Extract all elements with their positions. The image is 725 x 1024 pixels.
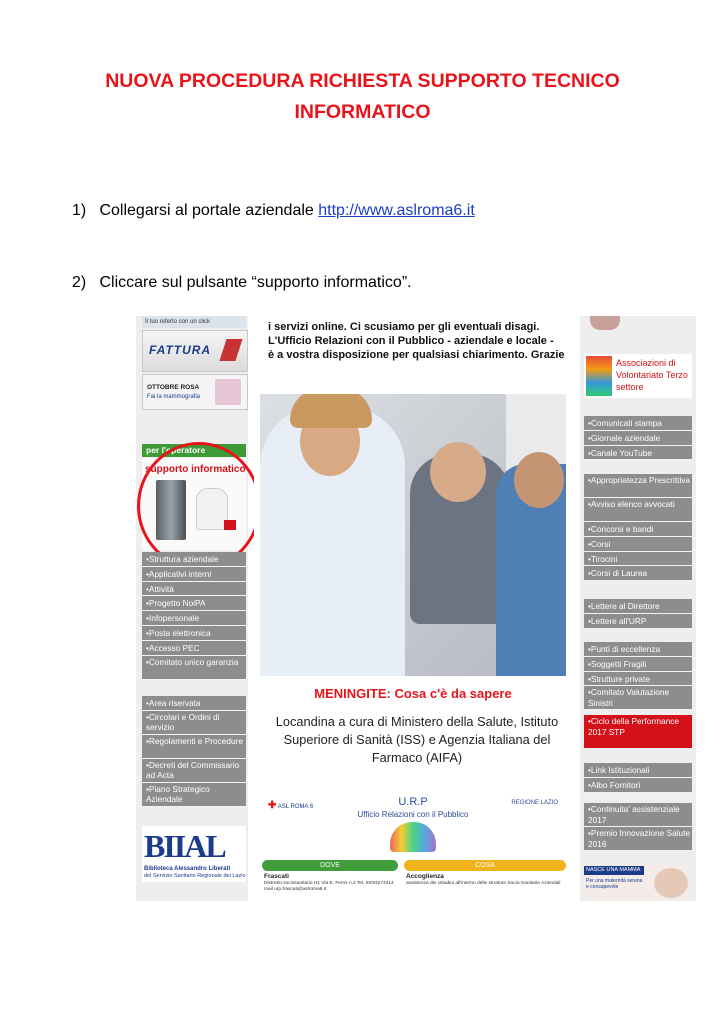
menu-item-decreti[interactable]: • Decreti del Commissario ad Acta [142,759,246,783]
dove-tab[interactable]: DOVE [262,860,398,871]
menu-item-albo-fornitori[interactable]: • Albo Fornitori [584,778,692,793]
menu-item-lettere-urp[interactable]: • Lettere all'URP [584,614,692,629]
asl-logo: ✚ ASL ROMA 6 [268,800,314,811]
fattura-logo: FATTURA [149,343,212,357]
locandina-text: Locandina a cura di Ministero della Salute, Istituto Superiore di Sanità (ISS) e Agenzia Italiana del Farmaco (AIFA) [275,714,559,765]
notice-line-2: L'Ufficio Relazioni con il Pubblico - aziendale e locale - [268,335,554,347]
vaccination-photo[interactable] [260,394,566,676]
ottobre-subtitle: Fai la mammografia [147,394,201,400]
menu-item-premio[interactable]: • Premio Innovazione Salute 2016 [584,827,692,851]
menu-item-concorsi[interactable]: • Concorsi e bandi [584,522,692,537]
menu-item-struttura[interactable]: • Struttura aziendale [142,552,246,567]
menu-item-corsi-laurea[interactable]: • Corsi di Laurea [584,566,692,581]
menu-item-posta[interactable]: • Posta elettronica [142,626,246,641]
step-2-text: Cliccare sul pulsante “supporto informatico”. [99,274,412,291]
mother-photo-icon [654,868,688,898]
right-menu-d [584,642,692,710]
menu-item-youtube[interactable]: • Canale YouTube [584,446,692,461]
photo-nurse [260,406,405,676]
right-menu-red [584,715,692,749]
accoglienza-title: Accoglienza [406,873,444,880]
title-line-1: NUOVA PROCEDURA RICHIESTA SUPPORTO TECNICO [105,70,620,92]
highlight-circle [137,442,261,570]
ribbon-icon [215,379,241,405]
menu-item-fragili[interactable]: • Soggetti Fragili [584,657,692,672]
step-1-number: 1) [72,202,87,219]
menu-item-infopersonale[interactable]: • Infopersonale [142,611,246,626]
bilal-banner[interactable] [142,826,246,882]
menu-item-attivita[interactable]: • Attività [142,582,246,597]
meningite-link[interactable]: MENINGITE: Cosa c'è da sapere [314,686,512,701]
menu-item-corsi[interactable]: • Corsi [584,537,692,552]
menu-item-lettere-direttore[interactable]: • Lettere al Direttore [584,599,692,614]
step-2-number: 2) [72,274,87,291]
asl-cross-icon: ✚ [268,800,277,811]
menu-item-strutture-private[interactable]: • Strutture private [584,672,692,687]
bilal-logo: BIIAL [144,828,225,864]
menu-item-link-istituzionali[interactable]: • Link Istituzionali [584,763,692,778]
step-2 [72,274,412,292]
supporto-label: supporto informatico [145,464,246,475]
right-menu-c [584,599,692,629]
menu-item-comitato-sinistri[interactable]: • Comitato Valutazione Sinistri [584,686,692,710]
accoglienza-text: assistenza dei cittadini all'interno delle strutture Socio-Sanitarie Aziendali [406,881,561,886]
left-menu-1 [142,552,246,680]
frascati-address: Distretto sociosanitario H1 Via E. Fermi n.2 Tel. 06/93274314 mail urp.frascati@aslroma6.it [264,881,394,892]
menu-item-tirocini[interactable]: • Tirocini [584,552,692,567]
portal-screenshot [136,316,696,901]
title-line-2: INFORMATICO [294,101,431,123]
menu-item-noipa[interactable]: • Progetto NoiPA [142,596,246,611]
associazioni-banner[interactable] [584,354,692,398]
menu-item-comunicati[interactable]: • Comunicati stampa [584,416,692,431]
menu-item-regolamenti[interactable]: • Regolamenti e Procedure [142,735,246,759]
nasce-una-mamma-banner[interactable] [584,864,692,900]
mamma-subtitle: Per una maternità serena e consapevole [586,878,643,890]
menu-item-area-riservata[interactable]: • Area riservata [142,696,246,711]
photo-nurse-hair [290,394,372,428]
fattura-banner[interactable] [142,330,248,372]
photo-child-head [430,442,486,502]
left-column [136,316,248,901]
fattura-logo-icon [219,339,242,361]
menu-item-comitato[interactable]: • Comitato unico garanzia [142,656,246,680]
menu-item-ciclo-performance[interactable]: • Ciclo della Performance 2017 STP [584,715,692,749]
service-notice [268,320,568,362]
menu-item-applicativi[interactable]: • Applicativi interni [142,567,246,582]
urp-subtitle: Ufficio Relazioni con il Pubblico [357,810,469,819]
right-column [580,316,696,901]
left-menu-2 [142,696,246,807]
menu-item-eccellenza[interactable]: • Punti di eccellenza [584,642,692,657]
operatore-header: per l'operatore [142,444,246,457]
menu-item-avviso[interactable]: • Avviso elenco avvocati [584,498,692,522]
notice-line-3: è a vostra disposizione per qualsiasi chiarimento. Grazie [268,349,565,361]
ottobre-rosa-banner[interactable] [142,374,248,410]
right-menu-b [584,474,692,581]
urp-banner[interactable] [260,786,566,858]
menu-item-giornale[interactable]: • Giornale aziendale [584,431,692,446]
menu-item-circolari[interactable]: • Circolari e Ordini di servizio [142,711,246,735]
people-icon [390,822,436,852]
menu-item-pec[interactable]: • Accesso PEC [142,641,246,656]
ottobre-title: OTTOBRE ROSA [147,384,200,391]
regione-lazio-logo: REGIONE LAZIO [511,800,558,806]
notice-line-1: i servizi online. Ci scusiamo per gli eventuali disagi. [268,321,540,333]
right-menu-a [584,416,692,460]
photo-grandmother-head [514,452,564,508]
associazioni-art-icon [586,356,612,396]
step-1-text: Collegarsi al portale aziendale [99,202,314,219]
cosa-tab[interactable]: COSA [404,860,566,871]
menu-item-piano[interactable]: • Piano Strategico Aziendale [142,783,246,807]
mamma-header: NASCE UNA MAMMA [584,866,644,875]
bilal-caption-2: del Servizio Sanitario Regionale del Lazio [144,873,246,879]
menu-item-continuita[interactable]: • Continuita' assistenziale 2017 [584,803,692,827]
bilal-caption-1: Biblioteca Alessandro Liberati [144,866,231,872]
frascati-title: Frascati [264,873,289,880]
associazioni-text: Associazioni di Volontariato Terzo settore [616,358,688,392]
center-column [254,316,572,901]
crest-icon [590,316,620,330]
urp-title: U.R.P [398,796,428,808]
step-1 [72,202,475,220]
right-menu-f [584,803,692,851]
portal-link[interactable]: http://www.aslroma6.it [318,202,475,219]
menu-item-appropriatezza[interactable]: • Appropriatezza Prescrittiva [584,474,692,498]
right-menu-e [584,763,692,793]
referto-banner[interactable]: Il tuo referto con un click [142,316,246,328]
document-title [40,66,685,128]
